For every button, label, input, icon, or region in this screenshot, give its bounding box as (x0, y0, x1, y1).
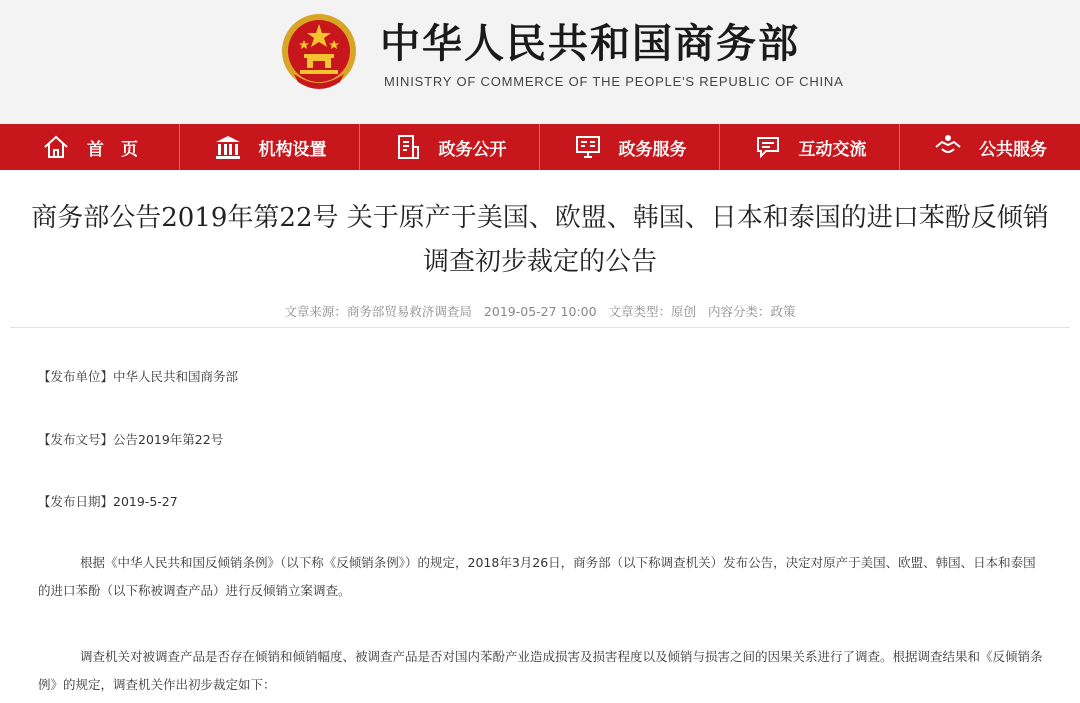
publish-date-line: 【发布日期】2019-5-27 (38, 494, 178, 509)
site-header (0, 0, 1080, 124)
site-subtitle: MINISTRY OF COMMERCE OF THE PEOPLE'S REPUBLIC OF CHINA (384, 74, 844, 89)
nav-item-interaction[interactable] (720, 124, 900, 170)
monitor-icon (573, 132, 603, 162)
nav-label: 公共服务 (979, 139, 1047, 160)
site-title: 中华人民共和国商务部 (380, 21, 800, 67)
document-icon (393, 132, 423, 162)
chat-icon (753, 132, 783, 162)
nav-item-public-services[interactable] (900, 124, 1080, 170)
nav-label: 首 页 (87, 139, 138, 160)
nav-item-government-services[interactable] (540, 124, 720, 170)
publisher-line: 【发布单位】中华人民共和国商务部 (38, 369, 239, 384)
article-title-line: 调查初步裁定的公告 (422, 247, 657, 277)
body-paragraph: 调查机关对被调查产品是否存在倾销和倾销幅度、被调查产品是否对国内苯酚产业造成损害及损害程度以及倾销与损害之间的因果关系进行了调查。根据调查结果和《反倾销条例》的规定，调查机关作出初步裁定如下： (38, 649, 1043, 692)
divider (10, 327, 1070, 328)
body-paragraph: 根据《中华人民共和国反倾销条例》（以下称《反倾销条例》）的规定，2018年3月26日，商务部（以下称调查机关）发布公告，决定对原产于美国、欧盟、韩国、日本和泰国的进口苯酚（以下称被调查产品）进行反倾销立案调查。 (38, 555, 1036, 598)
building-icon (213, 132, 243, 162)
meta-datetime: 2019-05-27 10:00 (483, 304, 597, 319)
nav-label: 政务服务 (618, 139, 687, 160)
nav-label: 政务公开 (438, 139, 507, 160)
meta-source: 文章来源：商务部贸易救济调查局 (284, 304, 472, 319)
nav-item-government-affairs[interactable] (360, 124, 540, 170)
handshake-icon (933, 132, 963, 162)
article-meta (0, 302, 1080, 320)
nav-item-home[interactable] (0, 124, 180, 170)
nav-label: 互动交流 (798, 139, 867, 160)
national-emblem-icon[interactable] (280, 12, 358, 90)
nav-label: 机构设置 (258, 139, 327, 160)
main-nav (0, 124, 1080, 170)
article-title-line: 商务部公告2019年第22号 关于原产于美国、欧盟、韩国、日本和泰国的进口苯酚反倾销 (31, 203, 1049, 233)
nav-item-organization[interactable] (180, 124, 360, 170)
home-icon (41, 132, 71, 162)
meta-category: 内容分类：政策 (708, 304, 796, 319)
doc-number-line: 【发布文号】公告2019年第22号 (38, 432, 224, 447)
article-title (10, 196, 1070, 284)
meta-type: 文章类型：原创 (608, 304, 697, 319)
